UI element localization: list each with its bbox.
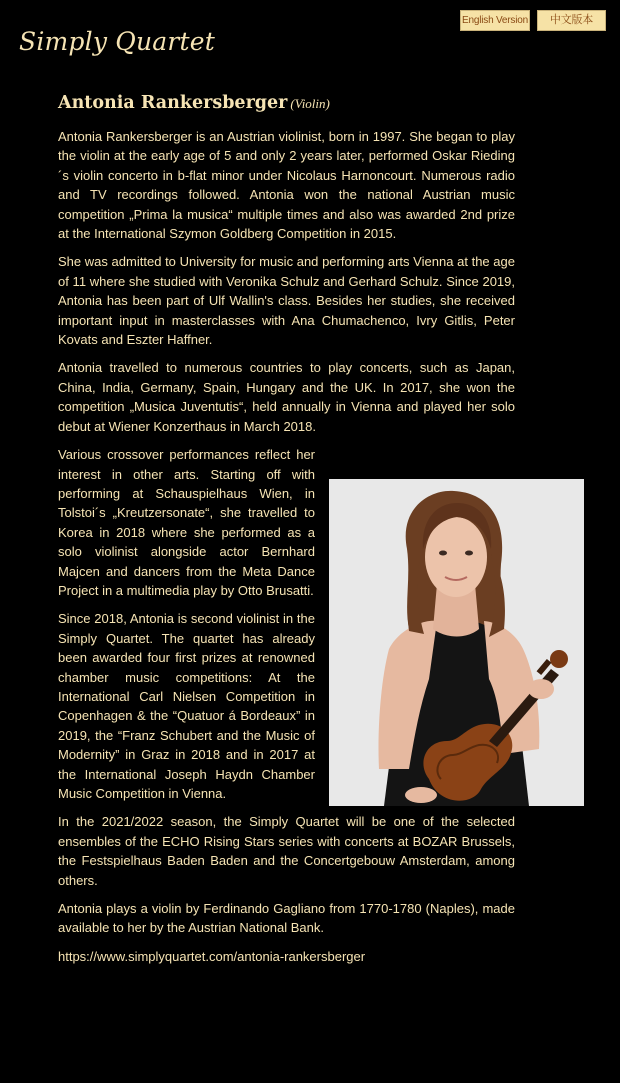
bio-paragraph: Antonia travelled to numerous countries to play concerts, such as Japan, China, India, Germany, Spain, Hungary and the UK. In 2017, she won the competition „Musica Juventutis“, held annually in Vienna and played her solo debut at Wiener Konzerthaus in March 2018. bbox=[58, 360, 515, 434]
musician-name: Antonia Rankersberger bbox=[58, 93, 288, 113]
bio-paragraph: In the 2021/2022 season, the Simply Quartet will be one of the selected ensembles of the ECHO Rising Stars series with concerts at BOZAR Brussels, the Festspielhaus Baden Baden and the Concertgebouw Amsterdam, among others. bbox=[58, 814, 515, 888]
violinist-portrait-image bbox=[329, 479, 584, 806]
portrait-photo bbox=[329, 479, 584, 806]
chinese-version-button[interactable]: 中文版本 bbox=[537, 10, 606, 31]
profile-url: https://www.simplyquartet.com/antonia-rankersberger bbox=[58, 948, 366, 964]
english-version-button[interactable]: English Version bbox=[460, 10, 530, 31]
page-title bbox=[58, 90, 515, 117]
bio-paragraph: Various crossover performances reflect her interest in other arts. Starting off with performing at Schauspielhaus Wien, in Tolstoi´s „Kreutzersonate“, she travelled to Korea in 2018 where she performed as a solo violinist alongside actor Bernhard Majcen and dancers from the Meta Dance Project in a multimedia play by Otto Brusatti. bbox=[58, 447, 315, 598]
bio-paragraph: She was admitted to University for music and performing arts Vienna at the age of 11 where she studied with Veronika Schulz and Gerhard Schulz. Since 2019, Antonia has been part of Ulf Wallin's class. Besides her studies, she received important input in masterclasses with Ana Chumachenco, Ivry Gitlis, Peter Kovats and Eszter Haffner. bbox=[58, 254, 515, 348]
bio-paragraph: Since 2018, Antonia is second violinist in the Simply Quartet. The quartet has already been awarded four first prizes at renowned chamber music competitions: At the International Carl Nielsen Competition in Copenhagen & the “Quatuor á Bordeaux” in 2019, the “Franz Schubert and the Music of Modernity” in Graz in 2018 and in 2017 at the International Joseph Haydn Chamber Music Competition in Vienna. bbox=[58, 611, 315, 801]
bio-paragraph: Antonia Rankersberger is an Austrian violinist, born in 1997. She began to play the violin at the early age of 5 and only 2 years later, performed Oskar Rieding´s violin concerto in b-flat minor under Nicolaus Harnoncourt. Numerous radio and TV recordings followed. Antonia won the national Austrian music competition „Prima la musica“ multiple times and also was awarded 2nd prize at the International Szymon Goldberg Competition in 2015. bbox=[58, 129, 515, 242]
bio-paragraph: Antonia plays a violin by Ferdinando Gagliano from 1770-1780 (Naples), made available to her by the Austrian National Bank. bbox=[58, 901, 515, 936]
site-logo[interactable]: Simply Quartet bbox=[19, 27, 216, 56]
musician-role: (Violin) bbox=[290, 96, 330, 111]
